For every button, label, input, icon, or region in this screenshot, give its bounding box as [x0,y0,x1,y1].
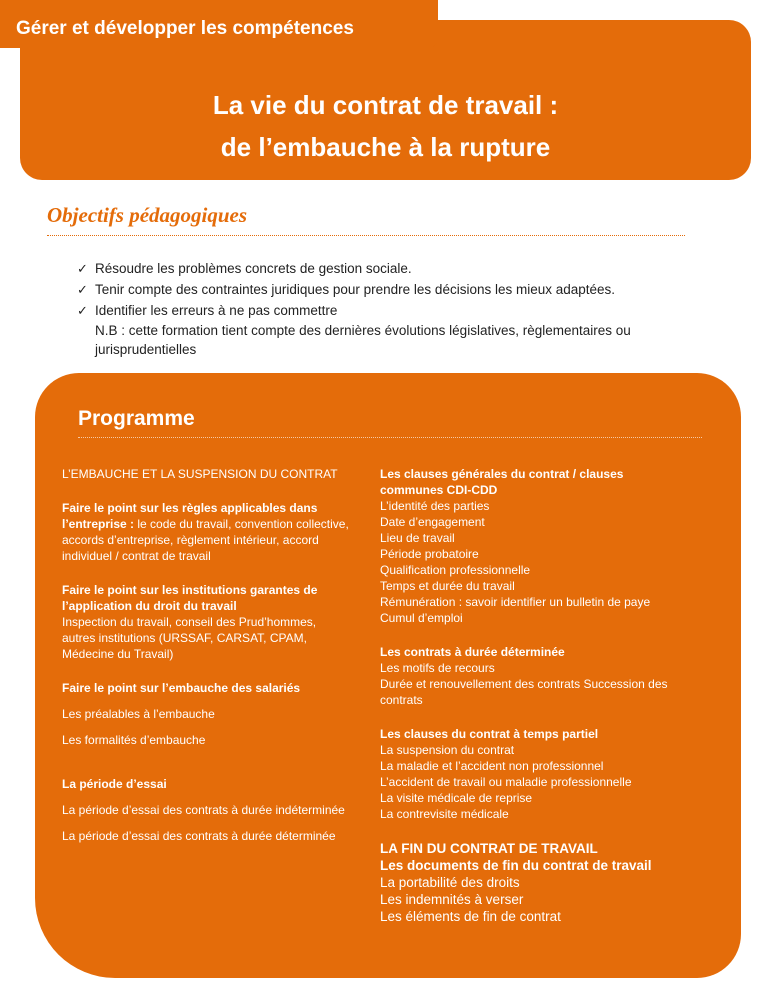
section-group-rules: Faire le point sur les règles applicables dans l’entreprise : le code du travail, convention collective, accords d’entreprise, règlement intérieur, accord individuel / contrat de travail [62,501,349,563]
section-title: LA FIN DU CONTRAT DE TRAVAIL [380,841,598,856]
list-item: ✓ Identifier les erreurs à ne pas commettre [77,300,715,321]
list-item: Qualification professionnelle [380,563,531,577]
objectives-divider [47,235,685,236]
check-icon: ✓ [77,303,88,318]
section-title: L’EMBAUCHE ET LA SUSPENSION DU CONTRAT [62,467,338,481]
program-right-column [380,466,680,925]
group-heading: Faire le point sur l’embauche des salariés [62,681,301,695]
group-text: Inspection du travail, conseil des Prud’hommes, autres institutions (URSSAF, CARSAT, CPAM, Médecine du Travail) [62,615,317,661]
title-line-2: de l’embauche à la rupture [220,132,551,162]
list-item: Cumul d’emploi [380,611,463,625]
list-item: Les motifs de recours [380,661,495,675]
program-divider [78,437,702,438]
list-item: Les préalables à l’embauche [62,707,215,721]
list-item: Période probatoire [380,547,479,561]
list-item: Durée et renouvellement des contrats Succession des contrats [380,677,668,707]
list-item: La période d’essai des contrats à durée déterminée [62,829,336,843]
list-item: La suspension du contrat [380,743,515,757]
list-item: La contrevisite médicale [380,807,509,821]
list-item: La maladie et l’accident non professionnel [380,759,604,773]
list-item: Temps et durée du travail [380,579,515,593]
group-heading: Les documents de fin du contrat de travail [380,858,652,873]
list-item: La portabilité des droits [380,875,520,890]
group-heading: Les contrats à durée déterminée [380,645,565,659]
objectives-note: N.B : cette formation tient compte des dernières évolutions législatives, règlementaires ou jurisprudentielles [95,323,631,357]
check-icon: ✓ [77,282,88,297]
program-left-column [62,466,352,844]
list-item: L’identité des parties [380,499,490,513]
objectives-heading: Objectifs pédagogiques [47,203,248,227]
category-label: Gérer et développer les compétences [16,18,354,39]
group-heading: Les clauses générales du contrat / clauses communes CDI-CDD [380,467,624,497]
list-item: La visite médicale de reprise [380,791,533,805]
list-item: L’accident de travail ou maladie professionnelle [380,775,632,789]
list-item: Les indemnités à verser [380,892,524,907]
category-tab [0,0,438,48]
group-heading: Les clauses du contrat à temps partiel [380,727,599,741]
program-heading: Programme [78,407,195,430]
title-line-1: La vie du contrat de travail : [212,90,559,120]
list-item: Lieu de travail [380,531,455,545]
list-item: Rémunération : savoir identifier un bulletin de paye [380,595,651,609]
group-heading: La période d’essai [62,777,167,791]
list-item: Date d’engagement [380,515,485,529]
list-item: Les éléments de fin de contrat [380,909,561,924]
list-item: Les formalités d’embauche [62,733,206,747]
list-item: ✓ Tenir compte des contraintes juridiques pour prendre les décisions les mieux adaptées. [77,279,715,300]
check-icon: ✓ [77,261,88,276]
list-item: La période d’essai des contrats à durée indéterminée [62,803,345,817]
list-item: ✓ Résoudre les problèmes concrets de gestion sociale. [77,258,715,279]
objectives-list [77,258,715,359]
group-heading: Faire le point sur les institutions garantes de l’application du droit du travail [62,583,318,613]
